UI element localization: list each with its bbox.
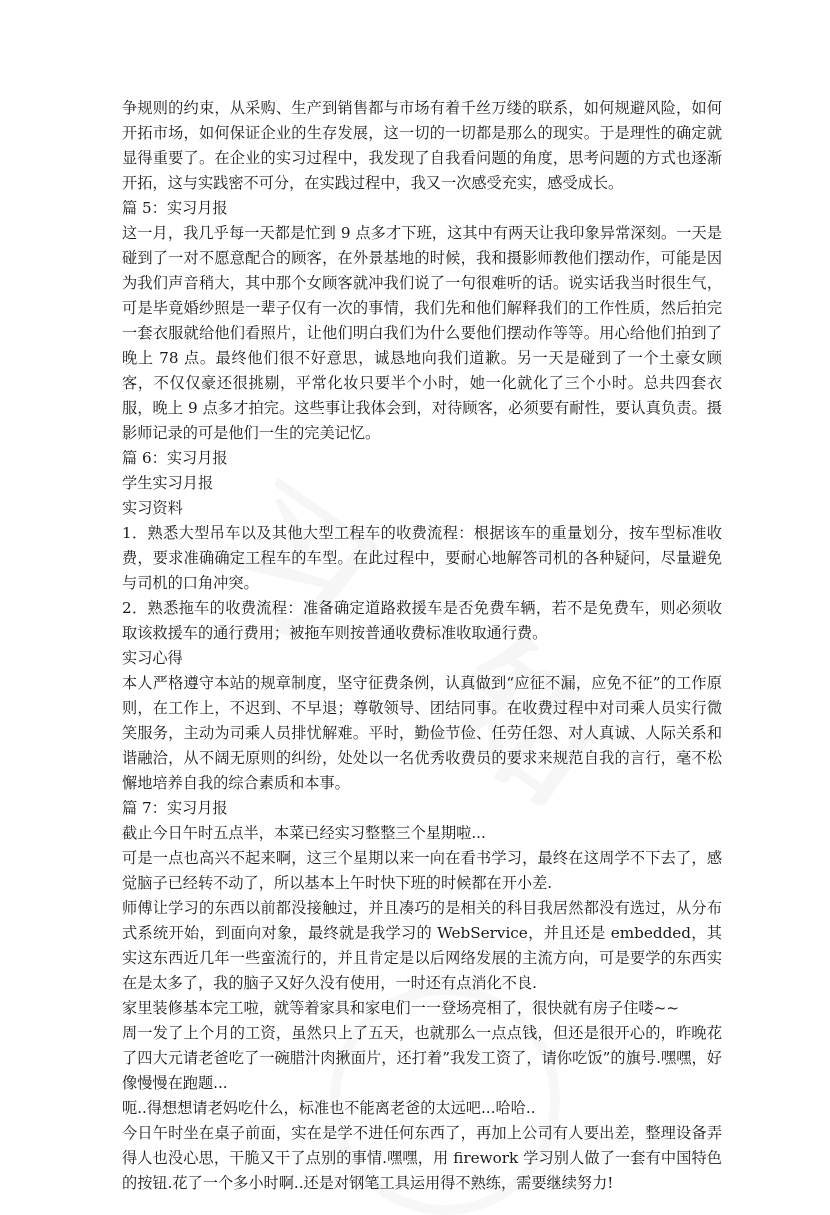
paragraph: 争规则的约束，从采购、生产到销售都与市场有着千丝万缕的联系，如何规避风险，如何开拓市场，如何保证企业的生存发展，这一切的一切都是那么的现实。于是理性的确定就显得重要了。在企业的实习过程中，我发现了自我看问题的角度，思考问题的方式也逐渐开拓，这与实践密不可分，在实践过程中，我又一次感受充实，感受成长。 — [122, 99, 722, 192]
paragraph: 周一发了上个月的工资，虽然只上了五天，也就那么一点点钱，但还是很开心的，昨晚花了四大元请老爸吃了一碗腊汁肉揪面片，还打着”我发工资了，请你吃饭”的旗号.嘿嘿，好像慢慢在跑题... — [122, 1024, 722, 1092]
paragraph: 师傅让学习的东西以前都没接触过，并且凑巧的是相关的科目我居然都没有选过，从分布式系统开始，到面向对象，最终就是我学习的 WebService，并且还是 embedded，其实这东西近几年一些蛮流行的，并且肯定是以后网络发展的主流方向，可是要学的东西实在是太多了，我的脑子又好久没有使用，一时还有点消化不良. — [122, 899, 722, 992]
subheading: 实习资料 — [122, 499, 183, 517]
list-item: 1．熟悉大型吊车以及其他大型工程车的收费流程：根据该车的重量划分，按车型标准收费，要求准确确定工程车的车型。在此过程中，要耐心地解答司机的各种疑问，尽量避免与司机的口角冲突。 — [122, 524, 722, 592]
subheading: 学生实习月报 — [122, 474, 214, 492]
section-heading: 篇 6：实习月报 — [122, 449, 228, 467]
section-heading: 篇 7：实习月报 — [122, 799, 228, 817]
paragraph: 可是一点也高兴不起来啊，这三个星期以来一向在看书学习，最终在这周学不下去了，感觉脑子已经转不动了，所以基本上午时快下班的时候都在开小差. — [122, 849, 722, 892]
paragraph: 本人严格遵守本站的规章制度，坚守征费条例，认真做到“应征不漏，应免不征”的工作原则，在工作上，不迟到、不早退；尊敬领导、团结同事。在收费过程中对司乘人员实行微笑服务，主动为司乘人员排忧解难。平时，勤俭节俭、任劳任怨、对人真诚、人际关系和谐融洽，从不阔无原则的纠纷，处处以一名优秀收费员的要求来规范自我的言行，毫不松懈地培养自我的综合素质和本事。 — [122, 674, 722, 792]
list-item: 2．熟悉拖车的收费流程：准备确定道路救援车是否免费车辆，若不是免费车，则必须收取该救援车的通行费用；被拖车则按普通收费标准收取通行费。 — [122, 599, 722, 642]
paragraph: 今日午时坐在桌子前面，实在是学不进任何东西了，再加上公司有人要出差，整理设备弄得人也没心思，干脆又干了点别的事情.嘿嘿，用 firework 学习别人做了一套有中国特色的按钮.花了一个多小时啊..还是对钢笔工具运用得不熟练，需要继续努力! — [122, 1124, 722, 1192]
paragraph: 这一月，我几乎每一天都是忙到 9 点多才下班，这其中有两天让我印象异常深刻。一天是碰到了一对不愿意配合的顾客，在外景基地的时候，我和摄影师教他们摆动作，可能是因为我们声音稍大，其中那个女顾客就冲我们说了一句很难听的话。说实话我当时很生气，可是毕竟婚纱照是一辈子仅有一次的事情，我们先和他们解释我们的工作性质，然后拍完一套衣服就给他们看照片，让他们明白我们为什么要他们摆动作等等。用心给他们拍到了晚上 78 点。最终他们很不好意思，诚恳地向我们道歉。另一天是碰到了一个土豪女顾客，不仅仅豪还很挑剔，平常化妆只要半个小时，她一化就化了三个小时。总共四套衣服，晚上 9 点多才拍完。这些事让我体会到，对待顾客，必须要有耐性，要认真负责。摄影师记录的可是他们一生的完美记忆。 — [122, 224, 722, 442]
section-heading: 篇 5：实习月报 — [122, 199, 228, 217]
paragraph: 呃..得想想请老妈吃什么，标准也不能离老爸的太远吧...哈哈.. — [122, 1099, 536, 1117]
subheading: 实习心得 — [122, 649, 183, 667]
paragraph: 家里装修基本完工啦，就等着家具和家电们一一登场亮相了，很快就有房子住喽~~ — [122, 999, 680, 1017]
document-body — [122, 96, 722, 1196]
paragraph: 截止今日午时五点半，本菜已经实习整整三个星期啦... — [122, 824, 486, 842]
